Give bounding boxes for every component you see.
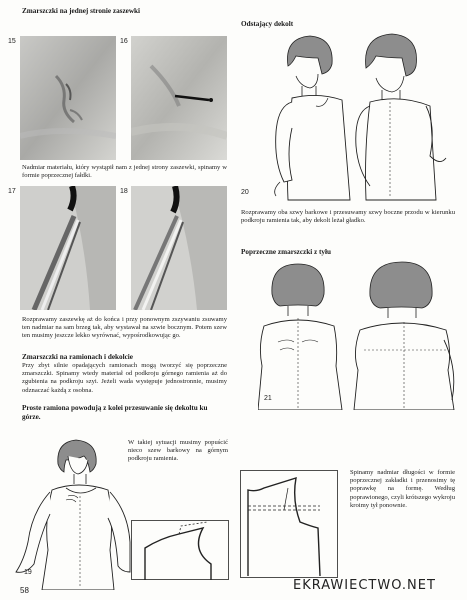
figure-number-16: 16 — [120, 38, 128, 45]
paragraph-let-out-seam: W takiej sytuacji musimy popuścić nieco szew barkowy na górnym podkroju ramienia. — [128, 439, 228, 463]
photo-fig-17 — [20, 186, 116, 310]
photo-fig-18 — [131, 186, 227, 310]
figure-number-17: 17 — [8, 188, 16, 195]
pattern-sketch-back — [240, 470, 338, 578]
paragraph-excess-fabric: Nadmiar materiału, który wystąpił nam z jednej strony zaszewki, spinamy w formie poprzecznej fałdki. — [22, 164, 227, 180]
heading-back-wrinkles: Poprzeczne zmarszczki z tyłu — [241, 248, 332, 256]
figure-number-18: 18 — [120, 188, 128, 195]
paragraph-reopen-dart: Rozprawamy zaszewkę aż do końca i przy ponownym zszywaniu zsuwamy ten nadmiar na sam brzeg tak, aby wystawał na szwie bocznym. Potem szew ten musimy jeszcze lekko wyrównać, wypośrodkowując go. — [22, 316, 227, 340]
page-number: 58 — [20, 586, 29, 595]
paragraph-reopen-shoulder-seams: Rozprawamy oba szwy barkowe i przesuwamy szwy boczne przodu w kierunku podkroju ramienia tak, aby dekolt leżał gładko. — [241, 209, 455, 225]
heading-gaping-neckline: Odstający dekolt — [241, 20, 294, 28]
heading-shoulders-neckline: Zmarszczki na ramionach i dekolcie — [22, 353, 133, 361]
figure-number-19: 19 — [24, 569, 32, 576]
illustration-fig-20 — [240, 32, 462, 202]
photo-fig-16 — [131, 36, 227, 160]
pattern-sketch-shoulder — [131, 520, 229, 580]
heading-straight-shoulders: Proste ramiona powodują z kolei przesuwanie się dekoltu ku górze. — [22, 404, 208, 421]
figure-number-20: 20 — [241, 189, 249, 196]
figure-number-21: 21 — [264, 395, 272, 402]
figure-number-15: 15 — [8, 38, 16, 45]
paragraph-pin-excess-length: Spinamy nadmiar długości w formie poprzecznej zakładki i przenosimy tę poprawkę na formę. Według poprawionego, czyli krótszego wykroju kroimy tył ponownie. — [350, 469, 455, 509]
watermark: EKRAWIECTWO.NET — [293, 578, 436, 593]
illustration-fig-19 — [12, 430, 132, 590]
paragraph-sloping-shoulders: Przy zbyt silnie opadających ramionach mogą tworzyć się poprzeczne zmarszczki. Spinamy wtedy materiał od podkroju górnego ramienia aż do zgubienia na podkroju szyi. Jeżeli wada występuje jednostronnie, musimy odznaczać każdą z osobna. — [22, 362, 227, 394]
illustration-fig-21 — [258, 260, 458, 410]
heading-one-side-dart: Zmarszczki na jednej stronie zaszewki — [22, 7, 141, 15]
photo-fig-15 — [20, 36, 116, 160]
